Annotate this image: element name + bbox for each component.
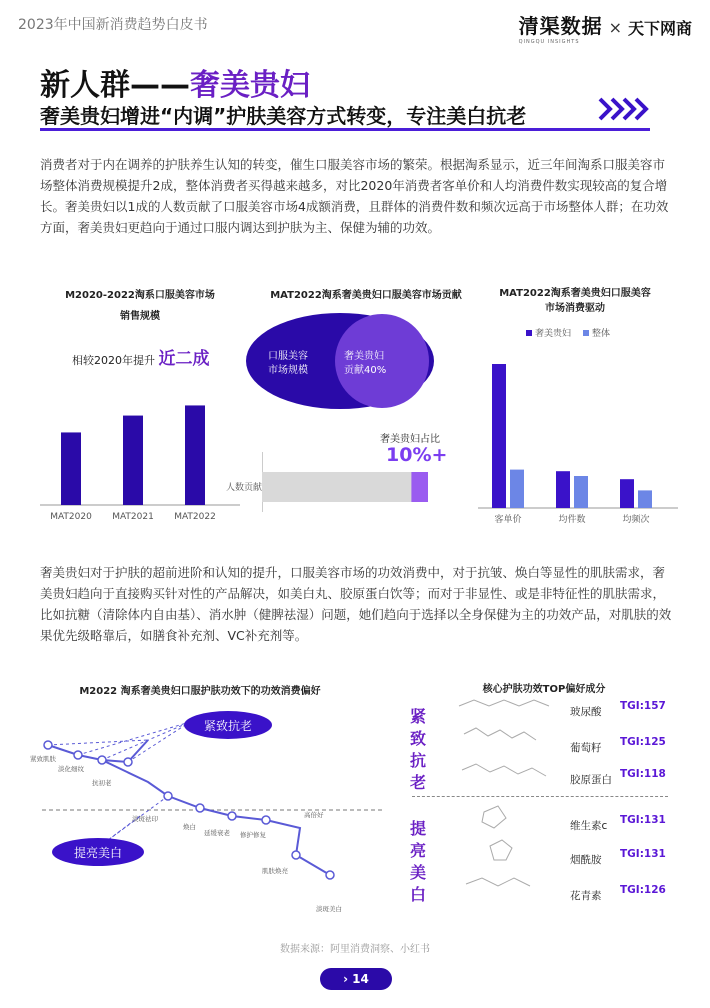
node-label: 淡化细纹 (58, 765, 84, 773)
share-bar (411, 472, 428, 502)
path-node (292, 851, 300, 859)
subtitle-underline (40, 128, 650, 131)
ingredient-row (570, 814, 666, 833)
ingredient-name: 玻尿酸 (570, 706, 602, 718)
path-node (228, 812, 236, 820)
node-label: 高倍好 (304, 811, 324, 819)
ingredient-row (570, 768, 666, 787)
chart1-title-line2: 销售规模 (120, 311, 160, 322)
molecule-icon (482, 806, 506, 828)
bar (123, 416, 143, 505)
bar-axis-label: 人数贡献 (226, 483, 263, 493)
node-label: 修护修复 (240, 831, 266, 839)
chart1-sales-bar-chart (40, 370, 240, 525)
chart4-path-diagram (40, 700, 390, 930)
node-label: 抗初老 (92, 779, 112, 787)
brand-logos (519, 10, 692, 45)
path-node (74, 751, 82, 759)
share-value: 10%+ (386, 444, 448, 466)
bar (638, 490, 652, 508)
chart3-title-line2: 市场消费驱动 (545, 303, 605, 314)
venn-inner-label (344, 350, 416, 378)
molecule-icon (464, 728, 536, 740)
tianxia-logo: 天下网商 (627, 19, 692, 38)
molecule-icon (490, 840, 512, 860)
molecule-icon (459, 700, 549, 706)
tick-label: 均频次 (622, 515, 650, 525)
path-node (196, 804, 204, 812)
chart2-title: MAT2022淘系奢美贵妇口服美容市场贡献 (270, 290, 462, 301)
group-label-brightening (410, 818, 428, 906)
legend-label: 奢美贵妇 (535, 329, 572, 339)
dashed-link (48, 740, 148, 745)
tick-label: MAT2021 (112, 512, 154, 522)
venn-inner-label-1: 奢美贵妇 (344, 351, 384, 362)
bar (61, 432, 81, 505)
path-node (44, 741, 52, 749)
tick-label: MAT2020 (50, 512, 92, 522)
tick-label: 客单价 (494, 515, 522, 525)
path-node (262, 816, 270, 824)
molecule-icon (466, 878, 530, 886)
ingredient-name: 葡萄籽 (570, 742, 602, 754)
bar (620, 479, 634, 508)
chart4-title: M2022 淘系奢美贵妇口服护肤功效下的功效消费偏好 (79, 686, 321, 697)
chart5-title: 核心护肤功效TOP偏好成分 (482, 684, 606, 695)
ingredient-row (570, 736, 666, 755)
report-title: 2023年中国新消费趋势白皮书 (18, 17, 208, 33)
chart3-title (480, 284, 670, 314)
group1-text: 紧致抗老 (410, 707, 427, 792)
page-number-badge[interactable] (320, 968, 392, 990)
path-node (98, 756, 106, 764)
legend-item (583, 326, 610, 339)
chart1-note-prefix: 相较2020年提升 (72, 354, 155, 367)
ingredient-tgi: TGI:131 (620, 848, 666, 860)
venn-outer-label (268, 350, 338, 378)
title-highlight: 奢美贵妇 (190, 68, 310, 103)
chevron-right-icon: › (343, 972, 349, 986)
node-label: 淡斑美白 (316, 905, 342, 913)
bar (492, 364, 506, 508)
chart2-share-bar (262, 452, 440, 512)
legend-label: 整体 (592, 329, 611, 339)
ingredient-row (570, 848, 666, 867)
page-subtitle: 奢美贵妇增进“内调”护肤美容方式转变，专注美白抗老 (40, 104, 527, 128)
ingredient-tgi: TGI:118 (620, 768, 666, 780)
ingredient-name: 胶原蛋白 (570, 774, 612, 786)
node-label: 肌肤焕亮 (262, 867, 288, 875)
bar (510, 470, 524, 508)
molecule-structures (454, 694, 564, 894)
logo-separator: × (608, 18, 622, 37)
ingredient-name: 烟酰胺 (570, 854, 602, 866)
path-node (124, 758, 132, 766)
ingredient-name: 花青素 (570, 890, 602, 902)
legend-swatch (526, 330, 532, 336)
group-label-firming (410, 706, 428, 794)
chevrons-right-icon (598, 96, 656, 122)
node-label: 延缓衰老 (204, 829, 230, 837)
ingredient-row (570, 884, 666, 903)
venn-outer-label-1: 口服美容 (268, 351, 308, 362)
node-label: 紧致肌肤 (30, 755, 56, 763)
chart3-title-line1: MAT2022淘系奢美贵妇口服美容 (499, 288, 651, 299)
bar (574, 476, 588, 508)
tick-label: 均件数 (558, 515, 586, 525)
ingredient-row (570, 700, 666, 719)
data-source: 数据来源：阿里消费洞察、小红书 (280, 944, 430, 955)
tick-label: MAT2022 (174, 512, 216, 522)
path-node (164, 792, 172, 800)
page-number: 14 (352, 972, 369, 986)
detail-paragraph: 奢美贵妇对于护肤的超前进阶和认知的提升，口服美容市场的功效消费中，对于抗皱、焕白等显性的肌肤需求，奢美贵妇趋向于直接购买针对性的产品解决，如美白丸、胶原蛋白饮等；而对于非显性、或是非特征性的肌肤需求，比如抗糖（清除体内自由基）、消水肿（健脾祛湿）问题，她们趋向于选择以全身保健为主的功效产品，对肌肤的效果优先级略靠后，如膳食补充剂、VC补充剂等。 (40, 565, 672, 643)
ingredient-tgi: TGI:125 (620, 736, 666, 748)
venn-inner-label-2: 贡献40% (344, 365, 387, 376)
chart1-note (72, 344, 210, 369)
share-label: 奢美贵妇占比 (380, 434, 440, 445)
bubble-bottom-label: 提亮美白 (73, 846, 122, 860)
chart1-note-value: 近二成 (158, 349, 210, 369)
legend-swatch (583, 330, 589, 336)
node-label: 淡斑祛印 (132, 815, 158, 823)
qingqu-logo (519, 10, 603, 45)
dashed-link (78, 722, 190, 755)
bubble-top-label: 紧致抗老 (203, 719, 252, 733)
page-title (40, 60, 310, 104)
ingredient-tgi: TGI:131 (620, 814, 666, 826)
ingredient-name: 维生素c (570, 820, 608, 832)
legend-item (526, 326, 571, 339)
total-bar (262, 472, 428, 502)
dashed-link (128, 722, 190, 762)
molecule-icon (462, 764, 546, 776)
logo-text: 清渠数据 (518, 14, 603, 38)
ingredient-tgi: TGI:126 (620, 884, 666, 896)
chart3-legend (526, 326, 610, 339)
ingredient-tgi: TGI:157 (620, 700, 666, 712)
chart1-title-line1: M2020-2022淘系口服美容市场 (65, 290, 215, 301)
bar (556, 471, 570, 508)
chart3-driver-bar-chart (478, 340, 678, 530)
chart1-title (40, 286, 240, 322)
node-label: 焕白 (183, 823, 196, 831)
path-node (326, 871, 334, 879)
title-prefix: 新人群—— (40, 68, 190, 103)
venn-outer-label-2: 市场规模 (268, 365, 308, 376)
group2-text: 提亮美白 (410, 819, 427, 904)
logo-subtext: QINGQU INSIGHTS (518, 39, 580, 45)
intro-paragraph: 消费者对于内在调养的护肤养生认知的转变，催生口服美容市场的繁荣。根据淘系显示，近三年间淘系口服美容市场整体消费规模提升2成，整体消费者买得越来越多，对比2020年消费者客单价和人均消费件数实现较高的复合增长。奢美贵妇以1成的人数贡献了口服美容市场4成额消费，且群体的消费件数和频次远高于市场整体人群；在功效方面，奢美贵妇更趋向于通过口服内调达到护肤为主、保健为辅的功效。 (40, 157, 669, 235)
bar (185, 405, 205, 505)
